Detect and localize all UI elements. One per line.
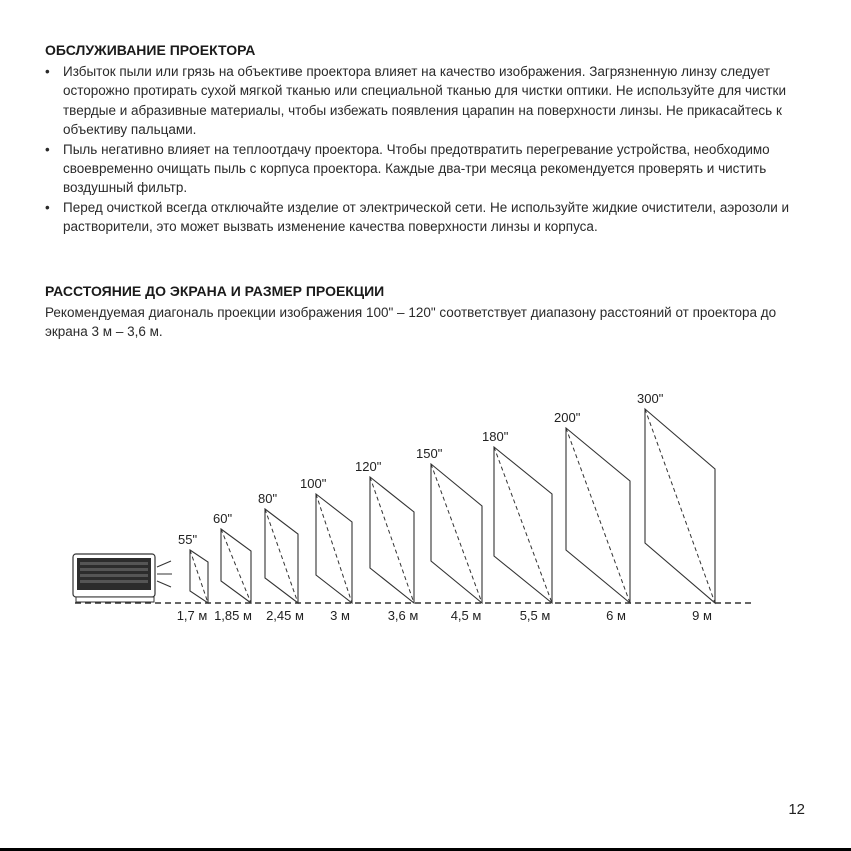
distance-label: 1,7 м — [176, 608, 208, 623]
bullet-text: Пыль негативно влияет на теплоотдачу проектора. Чтобы предотвратить перегревание устройства, необходимо своевременно очищать пыль с корпуса проектора. Каждые два-три месяца рекомендуется проверять и чистить воздушный фильтр. — [63, 141, 770, 196]
screen-size-label: 120" — [355, 459, 382, 474]
screen-size-label: 180" — [482, 429, 509, 444]
distance-label: 1,85 м — [214, 608, 252, 623]
maintenance-bullets — [45, 62, 815, 237]
page-number: 12 — [788, 801, 805, 818]
bullet-item — [45, 140, 815, 198]
screen-size-label: 300" — [637, 391, 664, 406]
distance-label: 3,6 м — [387, 608, 419, 623]
section-distance-title: РАССТОЯНИЕ ДО ЭКРАНА И РАЗМЕР ПРОЕКЦИИ — [45, 283, 385, 299]
screen-size-label: 80" — [258, 491, 278, 506]
bullet-marker: • — [45, 64, 50, 79]
distance-label: 4,5 м — [450, 608, 482, 623]
distance-description: Рекомендуемая диагональ проекции изображения 100" – 120" соответствует диапазону расстояний от проектора до экрана 3 м – 3,6 м. — [45, 305, 777, 340]
distance-label: 2,45 м — [266, 608, 304, 623]
distance-label: 9 м — [692, 608, 712, 623]
projection-screen — [221, 529, 251, 603]
bullet-text: Перед очисткой всегда отключайте изделие от электрической сети. Не используйте жидкие очистители, аэрозоли и растворители, это может вызвать изменение качества поверхности линзы и корпуса. — [63, 199, 790, 235]
projector-icon — [73, 554, 172, 602]
distance-label: 3 м — [330, 608, 350, 623]
distance-label: 6 м — [606, 608, 626, 623]
bullet-marker: • — [45, 141, 50, 157]
screen-size-label: 200" — [554, 410, 581, 425]
bullet-item — [45, 198, 815, 237]
screen-size-label: 150" — [416, 446, 443, 461]
section-maintenance-title: ОБСЛУЖИВАНИЕ ПРОЕКТОРА — [45, 42, 256, 58]
screen-size-label: 60" — [213, 511, 233, 526]
screen-size-label: 55" — [178, 532, 198, 547]
screen-size-label: 100" — [300, 476, 327, 491]
screens-group — [177, 391, 715, 623]
bullet-marker: • — [45, 199, 50, 215]
bullet-item — [45, 62, 815, 140]
projection-distance-diagram — [0, 370, 851, 630]
distance-label: 5,5 м — [519, 608, 551, 623]
bullet-text: Избыток пыли или грязь на объективе проектора влияет на качество изображения. Загрязненную линзу следует осторожно протирать сухой мягкой тканью или специальной тканью для чистки оптики. Не используйте для чистки твердые и абразивные материалы, чтобы избежать появления царапин на поверхности линзы. Не прикасайтесь к объективу пальцами. — [63, 64, 786, 138]
